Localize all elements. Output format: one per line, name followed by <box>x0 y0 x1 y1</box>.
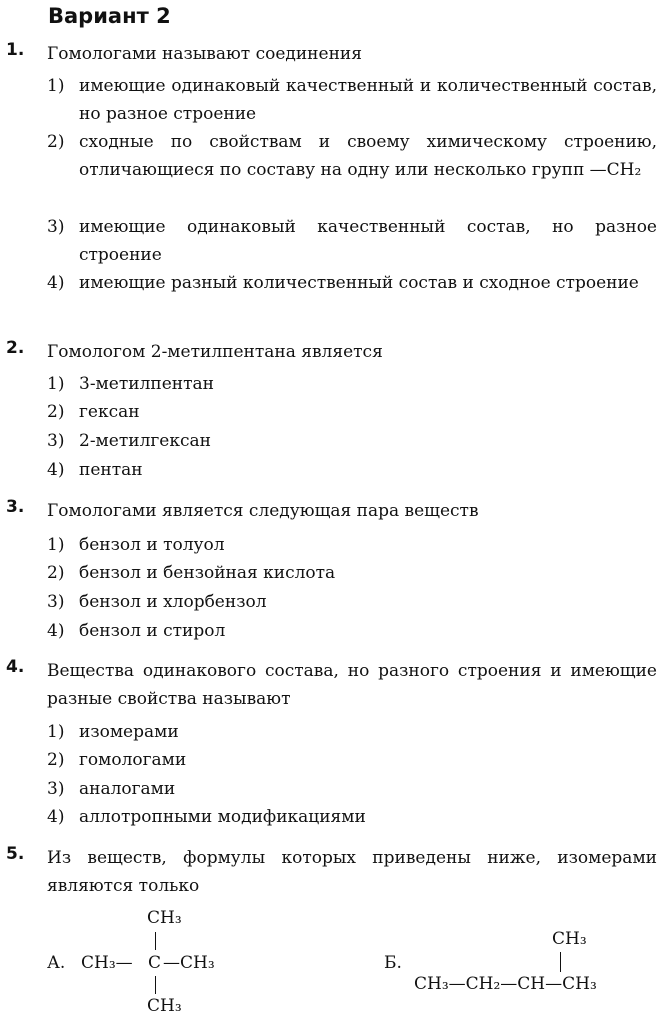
question-number: 1. <box>6 40 25 60</box>
option-number: 1) <box>47 535 65 555</box>
variant-title: Вариант 2 <box>48 4 171 28</box>
option-number: 1) <box>47 374 65 394</box>
question-text: Гомологами является следующая пара веществ <box>47 501 479 521</box>
option-number: 3) <box>47 217 65 237</box>
option-text: бензол и бензойная кислота <box>79 563 336 583</box>
option-text: имеющие одинаковый качественный состав, но разное строение <box>79 217 657 265</box>
option-number: 2) <box>47 402 65 422</box>
question-text: Гомологами называют соединения <box>47 44 362 64</box>
formula-label: Б. <box>384 953 402 973</box>
option-number: 4) <box>47 460 65 480</box>
option-number: 1) <box>47 76 65 96</box>
bond-line <box>560 952 561 972</box>
question-text: Гомологом 2-метилпентана является <box>47 342 383 362</box>
question-text: Из веществ, формулы которых приведены ниже, изомерами являются только <box>47 848 657 896</box>
option-number: 4) <box>47 807 65 827</box>
option-text: аналогами <box>79 779 176 799</box>
substituent-top: CH₃ <box>552 929 587 949</box>
option-text: пентан <box>79 460 143 480</box>
question-number: 5. <box>6 844 25 864</box>
option-number: 3) <box>47 592 65 612</box>
option-text: имеющие разный количественный состав и сходное строение <box>79 273 639 293</box>
substituent-bottom: CH₃ <box>147 996 182 1016</box>
option-text: аллотропными модификациями <box>79 807 366 827</box>
option-number: 2) <box>47 563 65 583</box>
question-number: 2. <box>6 338 25 358</box>
question-number: 4. <box>6 657 25 677</box>
option-number: 1) <box>47 722 65 742</box>
option-text: 3-метилпентан <box>79 374 214 394</box>
option-number: 2) <box>47 132 65 152</box>
option-text: изомерами <box>79 722 179 742</box>
option-text: бензол и толуол <box>79 535 225 555</box>
substituent-top: CH₃ <box>147 908 182 928</box>
option-text: гомологами <box>79 750 187 770</box>
option-text: гексан <box>79 402 140 422</box>
option-text: сходные по свойствам и своему химическому строению, отличающиеся по составу на одну или несколько групп —CH₂ <box>79 132 657 180</box>
option-number: 2) <box>47 750 65 770</box>
option-text: бензол и стирол <box>79 621 226 641</box>
central-atom: C <box>148 953 162 973</box>
chain-right: —CH₃ <box>163 953 215 973</box>
option-number: 4) <box>47 621 65 641</box>
question-number: 3. <box>6 497 25 517</box>
option-text: бензол и хлорбензол <box>79 592 267 612</box>
option-number: 3) <box>47 431 65 451</box>
main-chain: CH₃—CH₂—CH—CH₃ <box>414 974 597 994</box>
formula-label: А. <box>47 953 66 973</box>
option-text: имеющие одинаковый качественный и количественный состав, но разное строение <box>79 76 657 124</box>
option-number: 4) <box>47 273 65 293</box>
option-text: 2-метилгексан <box>79 431 211 451</box>
chain-left: CH₃— <box>81 953 133 973</box>
option-number: 3) <box>47 779 65 799</box>
question-text: Вещества одинакового состава, но разного строения и имеющие разные свойства называют <box>47 661 657 709</box>
